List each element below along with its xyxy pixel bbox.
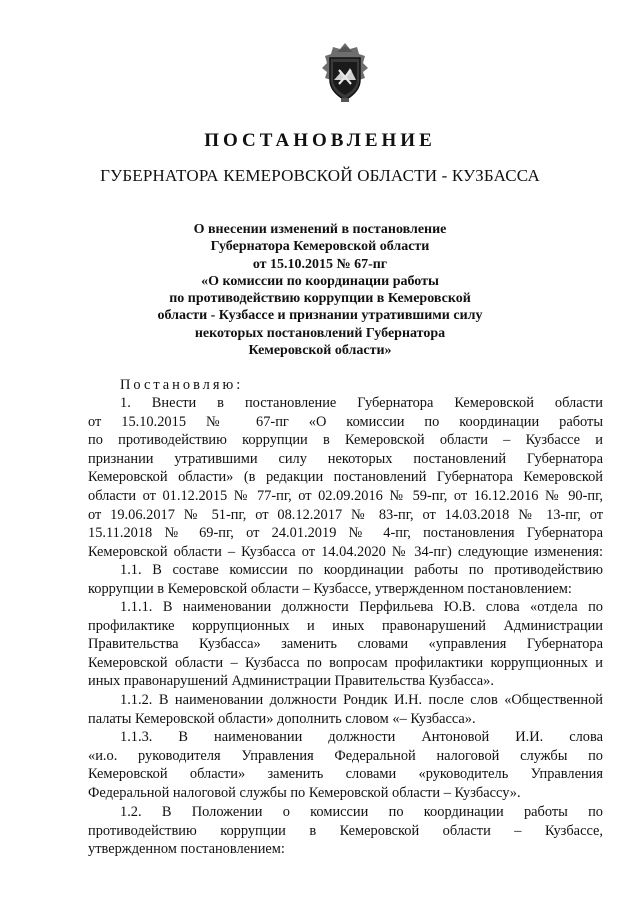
subject-line: Губернатора Кемеровской области — [210, 239, 430, 255]
text-line: Федеральной налоговой службы по Кемеровской области – Кузбассу». — [88, 784, 521, 801]
text-line: области от 01.12.2015 № 77-пг, от 02.09.2016 № 59-пг, от 16.12.2016 № 90-пг, — [88, 487, 603, 504]
subject-line: О внесении изменений в постановление — [193, 222, 447, 237]
subject-line: Кемеровской области» — [248, 343, 392, 359]
paragraph-1-2 — [88, 803, 603, 859]
text-line: палаты Кемеровской области» дополнить словом «– Кузбасса». — [88, 710, 476, 727]
text-line: Кемеровской области» (в редакции постановлений Губернатора Кемеровской — [88, 469, 603, 486]
text-line: по противодействию коррупции в Кемеровской области – Кузбассе и — [88, 432, 603, 449]
text-line: противодействию коррупции в Кемеровской области – Кузбассе, — [88, 822, 603, 839]
document-subject-title — [130, 221, 510, 359]
text-line: профилактике коррупционных и иных правонарушений Администрации — [88, 617, 603, 634]
issuer-heading: ГУБЕРНАТОРА КЕМЕРОВСКОЙ ОБЛАСТИ - КУЗБАССА — [100, 166, 540, 185]
subject-line: области - Кузбассе и признании утратившими силу — [157, 308, 483, 324]
text-line: 1.1. В составе комиссии по координации работы по противодействию — [120, 562, 603, 578]
text-line: иных правонарушений Администрации Правительства Кузбасса». — [88, 673, 494, 690]
text-line: утвержденном постановлением: — [88, 841, 285, 858]
paragraph-1-1-3 — [88, 728, 603, 802]
paragraph-1-1 — [88, 561, 603, 598]
paragraph-1 — [88, 394, 603, 561]
kuzbass-coat-of-arms-icon — [319, 40, 371, 106]
text-line: Кемеровской области» заменить словами «руководитель Управления — [88, 766, 603, 783]
text-line: от 15.10.2015 № 67-пг «О комиссии по координации работы — [88, 413, 603, 430]
text-line: 1.1.1. В наименовании должности Перфильева Ю.В. слова «отдела по — [120, 599, 603, 615]
text-line: «и.о. руководителя Управления Федеральной налоговой службы по — [88, 747, 603, 764]
subject-line: по противодействию коррупции в Кемеровской — [169, 291, 471, 307]
text-line: 1. Внести в постановление Губернатора Кемеровской области — [120, 395, 603, 411]
paragraph-1-1-2 — [88, 691, 603, 728]
text-line: 15.11.2018 № 69-пг, от 24.01.2019 № 4-пг, постановления Губернатора — [88, 525, 603, 542]
text-line: 1.2. В Положении о комиссии по координации работы по — [120, 804, 603, 820]
text-line: 1.1.3. В наименовании должности Антоновой И.И. слова — [120, 729, 603, 745]
text-line: Кемеровской области – Кузбасса от 14.04.2020 № 34-пг) следующие изменения: — [88, 543, 603, 560]
text-line: Правительства Кузбасса» заменить словами «управления Губернатора — [88, 636, 603, 653]
resolution-lead-word: Постановляю: — [120, 377, 244, 393]
text-line: 1.1.2. В наименовании должности Рондик И.Н. после слов «Общественной — [120, 692, 603, 708]
text-line: коррупции в Кемеровской области – Кузбассе, утвержденном постановлением: — [88, 580, 572, 597]
text-line: Кемеровской области – Кузбасса по вопросам профилактики коррупционных и — [88, 654, 603, 671]
paragraph-1-1-1 — [88, 598, 603, 691]
subject-line: некоторых постановлений Губернатора — [194, 325, 446, 341]
subject-line: от 15.10.2015 № 67-пг — [252, 256, 388, 272]
text-line: признании утратившими силу некоторых постановлений Губернатора — [88, 450, 603, 467]
document-type-title: ПОСТАНОВЛЕНИЕ — [204, 130, 436, 151]
subject-line: «О комиссии по координации работы — [201, 273, 439, 289]
text-line: от 19.06.2017 № 51-пг, от 08.12.2017 № 83-пг, от 14.03.2018 № 13-пг, от — [88, 506, 603, 523]
